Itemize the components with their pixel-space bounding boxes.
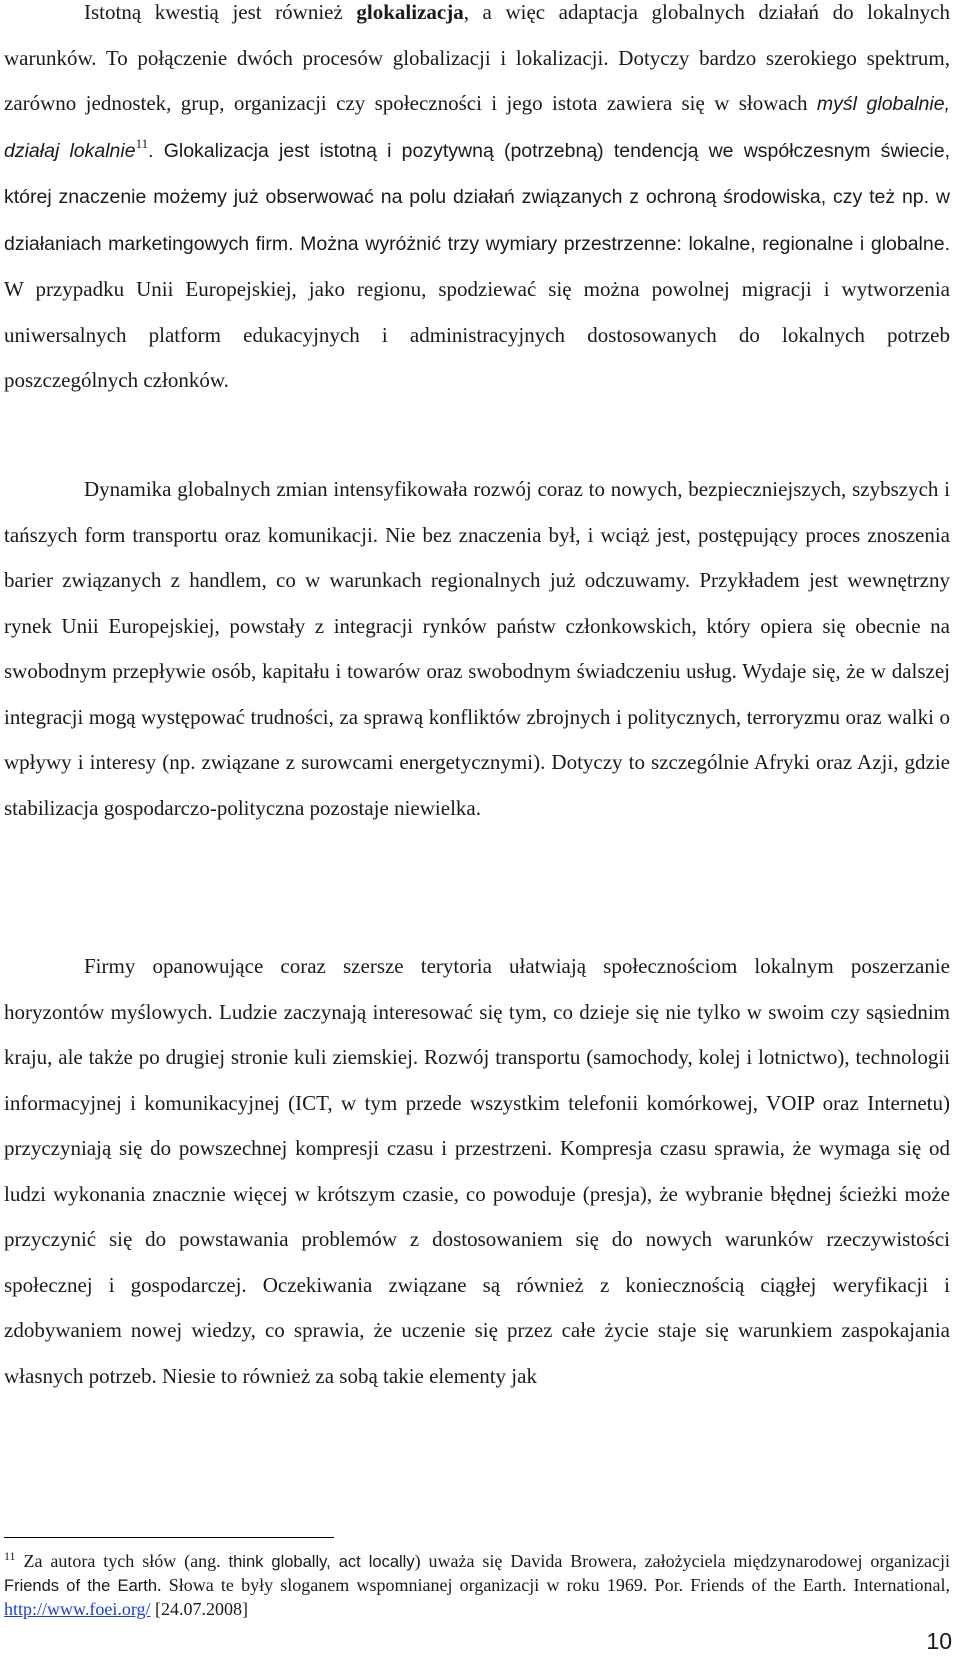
footnote-number: 11	[4, 1549, 16, 1563]
p2-text: Dynamika globalnych zmian intensyfikowała rozwój coraz to nowych, bezpieczniejszych, szybszych i tańszych form transportu oraz komunikacji. Nie bez znaczenia był, i wciąż jest, postępujący proces znoszenia barier związanych z handlem, co w warunkach regionalnych już odczuwamy. Przykładem jest wewnętrzny rynek Unii Europejskiej, powstały z integracji rynków państw członkowskich, który opiera się obecnie na swobodnym przepływie osób, kapitału i towarów oraz swobodnym świadczeniu usług. Wydaje się, że w dalszej integracji mogą występować trudności, za sprawą konfliktów zbrojnych i politycznych, terroryzmu oraz walki o wpływy i interesy (np. związane z surowcami energetycznymi). Dotyczy to szczególnie Afryki oraz Azji, gdzie stabilizacja gospodarczo-polityczna pozostaje niewielka.	[4, 477, 950, 820]
p1-text-continued: , a więc adaptacja globalnych działań do lokalnych warunków. To połączenie dwóch procesów globalizacji i lokalizacji. Dotyczy bardzo szerokiego spektrum, zarówno jednostek, grup, organizacji czy społeczności i jego istota zawiera się w słowach	[4, 0, 950, 115]
footnote-text-3: . Słowa te były sloganem wspomnianej organizacji w roku 1969. Por. Friends of the Earth. International,	[157, 1575, 950, 1595]
footnote-link[interactable]: http://www.foei.org/	[4, 1599, 151, 1619]
footnote-access-date: [24.07.2008]	[150, 1599, 248, 1619]
footnote-text-1: Za autora tych słów (ang.	[15, 1551, 229, 1571]
motto-italic: myśl globalnie, działaj lokalnie	[4, 93, 950, 162]
footnote-organization-name: Friends of the Earth	[4, 1577, 157, 1595]
p3-text: Firmy opanowujące coraz szersze terytoria ułatwiają społecznościom lokalnym poszerzanie horyzontów myślowych. Ludzie zaczynają interesować się tym, co dzieje się nie tylko w swoim czy sąsiednim kraju, ale także po drugiej stronie kuli ziemskiej. Rozwój transportu (samochody, kolej i lotnictwo), technologii informacyjnej i komunikacyjnej (ICT, w tym przede wszystkim telefonii komórkowej, VOIP oraz Internetu) przyczyniają się do powszechnej kompresji czasu i przestrzeni. Kompresja czasu sprawia, że wymaga się od ludzi wykonania znacznie więcej w krótszym czasie, co powoduje (presja), że wybranie błędnej ścieżki może przyczynić się do powstawania problemów z dostosowaniem się do nowych warunków rzeczywistości społecznej i gospodarczej. Oczekiwania związane są również z koniecznością ciągłej weryfikacji i zdobywaniem nowej wiedzy, co sprawia, że uczenie się przez całe życie staje się warunkiem zaspokajania własnych potrzeb. Niesie to również za sobą takie elementy jak	[4, 954, 950, 1388]
p1-text-start: Istotną kwestią jest również	[84, 0, 357, 24]
footnote-quote-english: think globally, act locally	[228, 1553, 415, 1571]
p1-sans-passage: . Glokalizacja jest istotną i pozytywną (potrzebną) tendencją we współczesnym świecie, której znaczenie możemy już obserwować na polu działań związanych z ochroną środowiska, czy też np. w działaniach marketingowych firm. Można wyróżnić trzy wymiary przestrzenne: lokalne, regionalne i globalne.	[4, 139, 951, 255]
paragraph-firmy	[4, 944, 950, 1399]
paragraph-glokalizacja	[4, 0, 950, 404]
footnote-reference[interactable]: 11	[135, 135, 149, 151]
p1-text-end: W przypadku Unii Europejskiej, jako regionu, spodziewać się można powolnej migracji i wytworzenia uniwersalnych platform edukacyjnych i administracyjnych dostosowanych do lokalnych potrzeb poszczególnych członków.	[4, 277, 950, 392]
footnote	[4, 1550, 950, 1621]
footnote-text-2: ) uważa się Davida Browera, założyciela międzynarodowej organizacji	[414, 1551, 951, 1571]
page-number: 10	[926, 1628, 952, 1654]
footnote-separator	[4, 1537, 334, 1538]
term-glokalizacja: glokalizacja	[356, 0, 464, 24]
paragraph-dynamika	[4, 467, 950, 831]
